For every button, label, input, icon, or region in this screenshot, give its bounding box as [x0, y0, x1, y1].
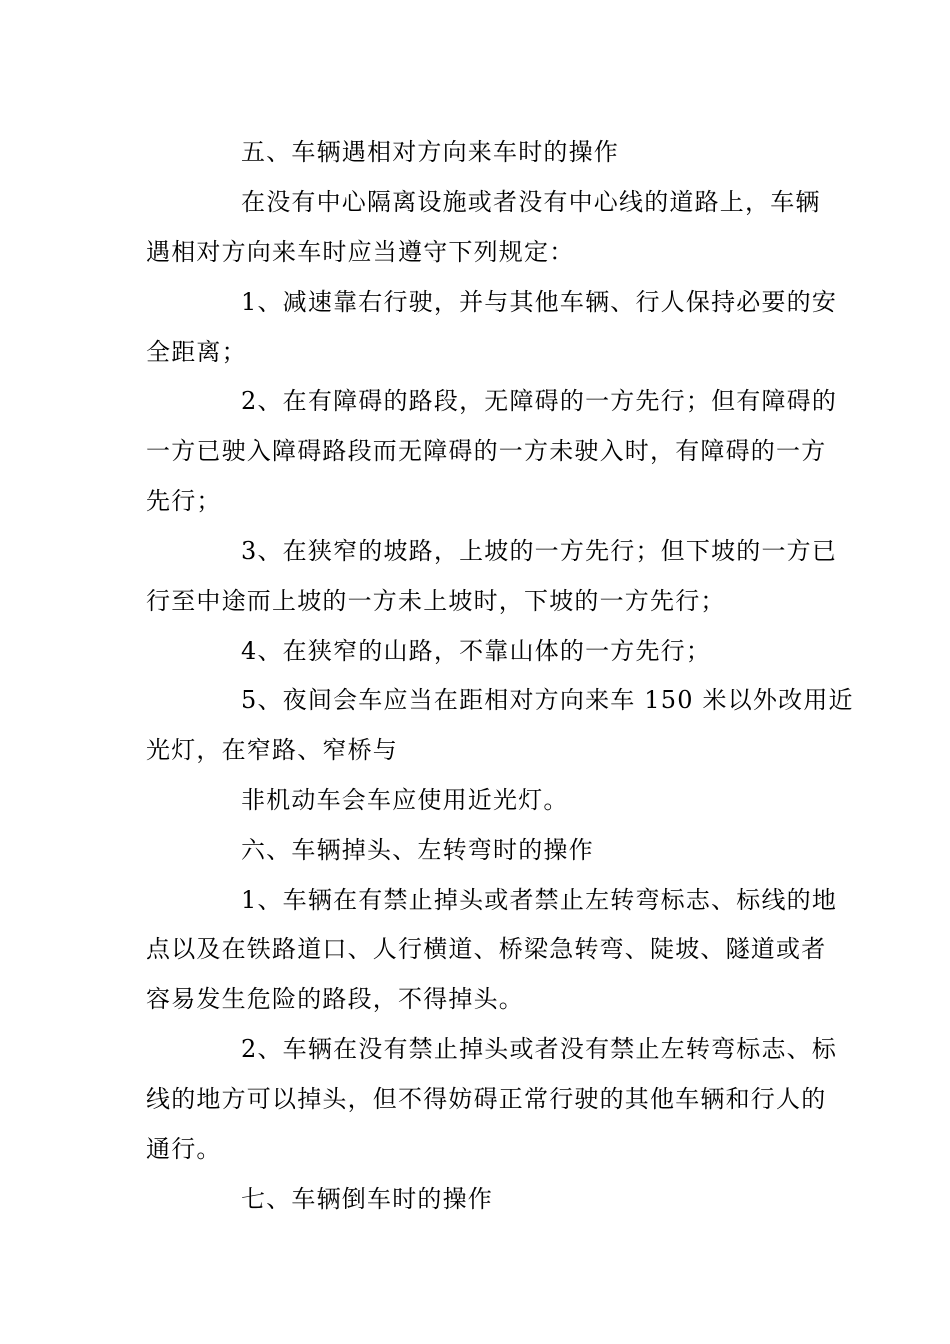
paragraph-line: 先行；: [146, 487, 222, 515]
paragraph-line: 遇相对方向来车时应当遵守下列规定：: [146, 238, 575, 266]
paragraph-line: 容易发生危险的路段，不得掉头。: [146, 985, 524, 1013]
paragraph-line: 全距离；: [146, 338, 247, 366]
paragraph-line: 光灯，在窄路、窄桥与: [146, 736, 398, 764]
section-heading-6: 六、车辆掉头、左转弯时的操作: [241, 836, 594, 864]
paragraph-line: 行至中途而上坡的一方未上坡时，下坡的一方先行；: [146, 587, 726, 615]
paragraph-line: 通行。: [146, 1135, 222, 1163]
paragraph-line: 1、减速靠右行驶，并与其他车辆、行人保持必要的安: [241, 288, 838, 316]
section-heading-7: 七、车辆倒车时的操作: [241, 1185, 493, 1213]
paragraph-line: 点以及在铁路道口、人行横道、桥梁急转弯、陡坡、隧道或者: [146, 935, 827, 963]
paragraph-line: 3、在狭窄的坡路，上坡的一方先行；但下坡的一方已: [241, 537, 838, 565]
paragraph-line: 4、在狭窄的山路，不靠山体的一方先行；: [241, 637, 712, 665]
paragraph-line: 非机动车会车应使用近光灯。: [241, 786, 569, 814]
paragraph-line: 2、车辆在没有禁止掉头或者没有禁止左转弯标志、标: [241, 1035, 838, 1063]
paragraph-line: 线的地方可以掉头，但不得妨碍正常行驶的其他车辆和行人的: [146, 1085, 827, 1113]
paragraph-line: 在没有中心隔离设施或者没有中心线的道路上，车辆: [241, 188, 821, 216]
section-heading-5: 五、车辆遇相对方向来车时的操作: [241, 138, 619, 166]
paragraph-line: 一方已驶入障碍路段而无障碍的一方未驶入时，有障碍的一方: [146, 437, 827, 465]
paragraph-line: 1、车辆在有禁止掉头或者禁止左转弯标志、标线的地: [241, 886, 838, 914]
paragraph-line: 5、夜间会车应当在距相对方向来车 150 米以外改用近: [241, 686, 854, 714]
paragraph-line: 2、在有障碍的路段，无障碍的一方先行；但有障碍的: [241, 387, 838, 415]
